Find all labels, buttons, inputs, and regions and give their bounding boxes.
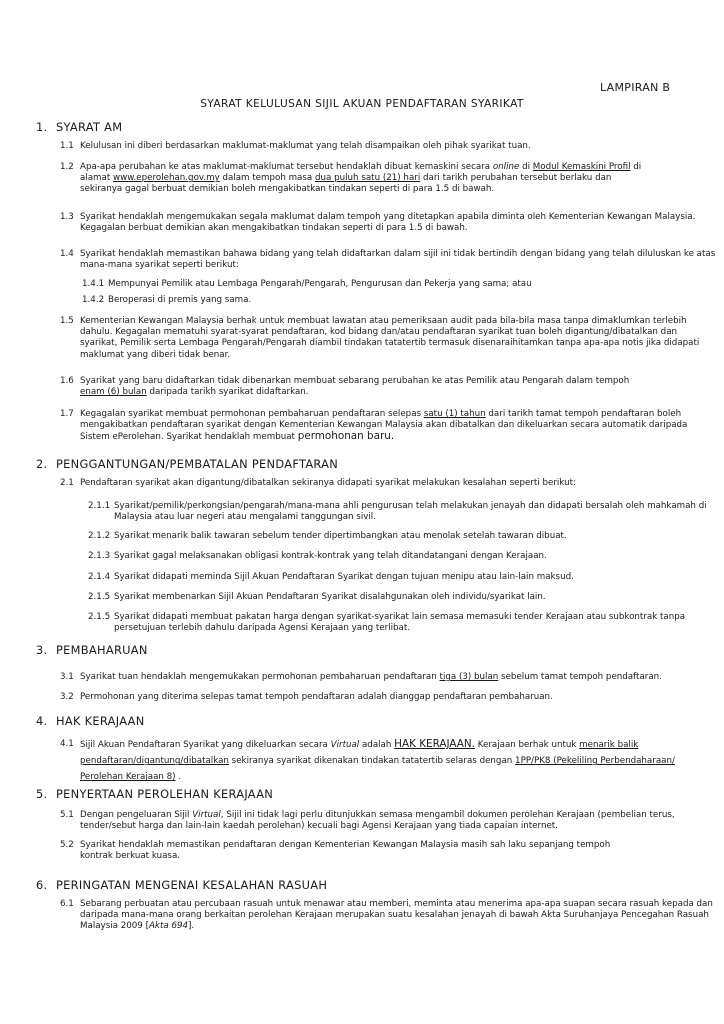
- paragraph-number: 2.1.5: [88, 592, 111, 602]
- appendix-label: LAMPIRAN B: [600, 81, 671, 94]
- paragraph-1-4-2: [82, 295, 252, 306]
- paragraph-1-4-1: [82, 279, 532, 290]
- paragraph-5-1: [60, 810, 675, 832]
- paragraph-2-1: [60, 478, 576, 489]
- text-underlined: satu (1) tahun: [423, 409, 486, 419]
- text-italic: online: [492, 162, 520, 172]
- paragraph-2-1-3: [88, 551, 547, 562]
- text-underlined: tiga (3) bulan: [439, 672, 499, 682]
- text-underlined: Perolehan Kerajaan 8): [80, 772, 176, 783]
- paragraph-2-1-5: [88, 592, 546, 603]
- text: daripada mana-mana orang berkaitan perolehan Kerajaan merupakan suatu kesalahan jenayah di bawah Akta Suruhanjaya Pencegahan Rasuah: [80, 910, 709, 921]
- text: Syarikat hendaklah memastikan pendaftaran dengan Kementerian Kewangan Malaysia masih sah laku sepanjang tempoh: [80, 840, 611, 850]
- text: Malaysia 2009 [: [80, 921, 149, 932]
- text: tender/sebut harga dan lain-lain kaedah perolehan) kecuali bagi Agensi Kerajaan yang tiada capaian internet.: [80, 821, 558, 832]
- paragraph-number: 2.1.3: [88, 551, 111, 561]
- text: Syarikat menarik balik tawaran sebelum tender dipertimbangkan atau menolak setelah tawaran dibuat.: [114, 531, 567, 541]
- text: Syarikat hendaklah mengemukakan segala maklumat dalam tempoh yang ditetapkan apabila diminta oleh Kementerian Kewangan Malaysia.: [80, 212, 696, 222]
- text: Syarikat hendaklah memastikan bahawa bidang yang telah didaftarkan dalam sijil ini tidak bertindih dengan bidang yang telah diluluskan ke atas: [80, 249, 716, 259]
- text-italic: Virtual: [192, 810, 221, 820]
- paragraph-number: 5.1: [60, 810, 74, 820]
- text: dahulu. Kegagalan mematuhi syarat-syarat pendaftaran, kod bidang dan/atau pendaftaran syarikat tuan boleh digantung/dibatalkan dan: [80, 327, 678, 338]
- text-underlined: pendaftaran/digantung/dibatalkan: [80, 756, 229, 767]
- paragraph-number: 2.1.2: [88, 531, 111, 541]
- text: di: [630, 162, 642, 172]
- text: dari tarikh perubahan tersebut berlaku dan: [420, 173, 612, 184]
- text: Syarikat yang baru didaftarkan tidak dibenarkan membuat sebarang perubahan ke atas Pemilik atau Pengarah dalam tempoh: [80, 376, 630, 386]
- text-italic: Akta 694: [148, 921, 189, 932]
- paragraph-number: 1.3: [60, 212, 74, 222]
- paragraph-text: Kelulusan ini diberi berdasarkan maklumat-maklumat yang telah disampaikan oleh pihak syarikat tuan.: [80, 141, 531, 151]
- text: permohonan baru.: [297, 430, 395, 443]
- section-title: PEMBAHARUAN: [56, 643, 148, 657]
- paragraph-1-6: [60, 376, 630, 398]
- text: , Sijil ini tidak lagi perlu ditunjukkan semasa mengambil dokumen perolehan Kerajaan (pembelian terus,: [220, 810, 675, 820]
- paragraph-number: 2.1.4: [88, 572, 111, 582]
- text: persetujuan terlebih dahulu daripada Agensi Kerajaan yang terlibat.: [114, 623, 411, 634]
- text: Syarikat gagal melaksanakan obligasi kontrak-kontrak yang telah ditandatangani dengan Kerajaan.: [114, 551, 547, 561]
- paragraph-number: 1.4.1: [82, 279, 105, 289]
- text-underlined: 1PP/PK8 (Pekeliling Perbendaharaan/: [515, 756, 675, 767]
- text: ].: [188, 921, 195, 932]
- section-title: PENYERTAAN PEROLEHAN KERAJAAN: [56, 787, 274, 801]
- module-link[interactable]: Modul Kemaskini Profil: [532, 162, 631, 172]
- paragraph-2-1-1: [88, 501, 707, 523]
- text: Apa-apa perubahan ke atas maklumat-maklumat tersebut hendaklah dibuat kemaskini secara: [80, 162, 493, 172]
- section-2-heading: [36, 459, 338, 470]
- text: Sistem ePerolehan. Syarikat hendaklah membuat: [80, 432, 298, 443]
- paragraph-number: 6.1: [60, 899, 74, 909]
- document-title: SYARAT KELULUSAN SIJIL AKUAN PENDAFTARAN SYARIKAT: [200, 98, 524, 110]
- paragraph-1-2: [60, 162, 642, 196]
- paragraph-number: 1.5: [60, 316, 74, 326]
- section-number: 5.: [36, 787, 48, 801]
- paragraph-number: 1.7: [60, 409, 74, 419]
- text: alamat: [80, 173, 114, 184]
- paragraph-1-3: [60, 212, 696, 234]
- text: daripada tarikh syarikat didaftarkan.: [146, 387, 309, 398]
- paragraph-number: 1.2: [60, 162, 74, 172]
- text: di: [519, 162, 533, 172]
- text: Beroperasi di premis yang sama.: [108, 295, 252, 305]
- text: adalah: [359, 740, 395, 750]
- paragraph-1-7: [60, 409, 688, 444]
- section-1-heading: [36, 122, 122, 133]
- text: sekiranya gagal berbuat demikian boleh mengakibatkan tindakan seperti di para 1.5 di bawah.: [80, 184, 495, 195]
- section-title: PERINGATAN MENGENAI KESALAHAN RASUAH: [56, 878, 328, 892]
- text: Mempunyai Pemilik atau Lembaga Pengarah/Pengarah, Pengurusan dan Pekerja yang sama; atau: [108, 279, 532, 289]
- text: mana-mana syarikat seperti berikut:: [80, 260, 239, 271]
- paragraph-3-2: [60, 692, 553, 703]
- text: Syarikat membenarkan Sijil Akuan Pendaftaran Syarikat disalahgunakan oleh individu/syarikat lain.: [114, 592, 546, 602]
- paragraph-1-1: [60, 141, 531, 152]
- text: Kementerian Kewangan Malaysia berhak untuk membuat lawatan atau pemeriksaan audit pada bila-bila masa tanpa dimaklumkan terlebih: [80, 316, 687, 326]
- section-number: 1.: [36, 120, 48, 134]
- paragraph-2-1-5b: [88, 612, 686, 634]
- paragraph-2-1-4: [88, 572, 574, 583]
- section-number: 3.: [36, 643, 48, 657]
- text-underlined: dua puluh satu (21) hari: [315, 173, 421, 184]
- text: Dengan pengeluaran Sijil: [80, 810, 193, 820]
- text: Sebarang perbuatan atau percubaan rasuah untuk menawar atau memberi, meminta atau menerima apa-apa suapan secara rasuah kepada dan: [80, 899, 713, 909]
- paragraph-5-2: [60, 840, 611, 862]
- text: Pendaftaran syarikat akan digantung/dibatalkan sekiranya didapati syarikat melakukan kesalahan seperti berikut:: [80, 478, 576, 488]
- text: mengakibatkan pendaftaran syarikat dengan Kementerian Kewangan Malaysia akan dibatalkan dan dikeluarkan secara automatik daripada: [80, 420, 688, 431]
- text: Malaysia atau luar negeri atau mengalami tanggungan sivil.: [114, 512, 376, 523]
- section-3-heading: [36, 645, 148, 656]
- text: Kegagalan berbuat demikian akan mengakibatkan tindakan seperti di para 1.5 di bawah.: [80, 223, 468, 234]
- section-title: PENGGANTUNGAN/PEMBATALAN PENDAFTARAN: [56, 457, 339, 471]
- paragraph-number: 5.2: [60, 840, 74, 850]
- paragraph-number: 2.1.1: [88, 501, 111, 511]
- section-4-heading: [36, 716, 145, 727]
- section-number: 6.: [36, 878, 48, 892]
- paragraph-number: 3.1: [60, 672, 74, 682]
- text: Permohonan yang diterima selepas tamat tempoh pendaftaran adalah dianggap pendaftaran pembaharuan.: [80, 692, 553, 702]
- text: Syarikat/pemilik/perkongsian/pengarah/mana-mana ahli pengurusan telah melakukan jenayah dan didapati bersalah oleh mahkamah di: [114, 501, 707, 511]
- section-5-heading: [36, 789, 273, 800]
- text: .: [175, 772, 182, 783]
- paragraph-4-1: [60, 738, 675, 784]
- paragraph-number: 3.2: [60, 692, 74, 702]
- paragraph-number: 1.4: [60, 249, 74, 259]
- paragraph-6-1: [60, 899, 713, 933]
- paragraph-1-4: [60, 249, 716, 271]
- section-number: 2.: [36, 457, 48, 471]
- text: sebelum tamat tempoh pendaftaran.: [498, 672, 662, 682]
- paragraph-number: 4.1: [60, 739, 74, 749]
- website-link[interactable]: www.eperolehan.gov.my: [113, 173, 220, 184]
- text: Syarikat didapati membuat pakatan harga dengan syarikat-syarikat lain semasa memasuki tender Kerajaan atau subkontrak tanpa: [114, 612, 686, 622]
- section-title: HAK KERAJAAN: [56, 714, 145, 728]
- section-6-heading: [36, 880, 327, 891]
- text: sekiranya syarikat dikenakan tindakan tatatertib selaras dengan: [228, 756, 516, 767]
- text: Syarikat tuan hendaklah mengemukakan permohonan pembaharuan pendaftaran: [80, 672, 440, 682]
- text: kontrak berkuat kuasa.: [80, 851, 181, 862]
- text-underlined: HAK KERAJAAN.: [394, 738, 475, 750]
- text: dalam tempoh masa: [219, 173, 315, 184]
- text: Kegagalan syarikat membuat permohonan pembaharuan pendaftaran selepas: [80, 409, 424, 419]
- paragraph-number: 1.4.2: [82, 295, 105, 305]
- paragraph-2-1-2: [88, 531, 567, 542]
- paragraph-number: 1.1: [60, 141, 74, 151]
- text: dari tarikh tamat tempoh pendaftaran boleh: [485, 409, 682, 419]
- text: Sijil Akuan Pendaftaran Syarikat yang dikeluarkan secara: [80, 740, 331, 750]
- paragraph-number: 1.6: [60, 376, 74, 386]
- text: Kerajaan berhak untuk: [474, 740, 580, 750]
- text-underlined: menarik balik: [579, 740, 639, 750]
- paragraph-number: 2.1: [60, 478, 74, 488]
- paragraph-number: 2.1.5: [88, 612, 111, 622]
- text: Syarikat didapati meminda Sijil Akuan Pendaftaran Syarikat dengan tujuan menipu atau lain-lain maksud.: [114, 572, 574, 582]
- text: maklumat yang diberi tidak benar.: [80, 349, 231, 360]
- section-title: SYARAT AM: [56, 120, 123, 134]
- text-italic: Virtual: [330, 740, 360, 750]
- text-underlined: enam (6) bulan: [80, 387, 147, 398]
- paragraph-1-5: [60, 316, 700, 361]
- text: syarikat, Pemilik serta Lembaga Pengarah/Pengarah diambil tindakan tatatertib termasuk disenaraihitamkan tanpa apa-apa notis jika didapati: [80, 338, 700, 349]
- paragraph-3-1: [60, 672, 662, 683]
- section-number: 4.: [36, 714, 48, 728]
